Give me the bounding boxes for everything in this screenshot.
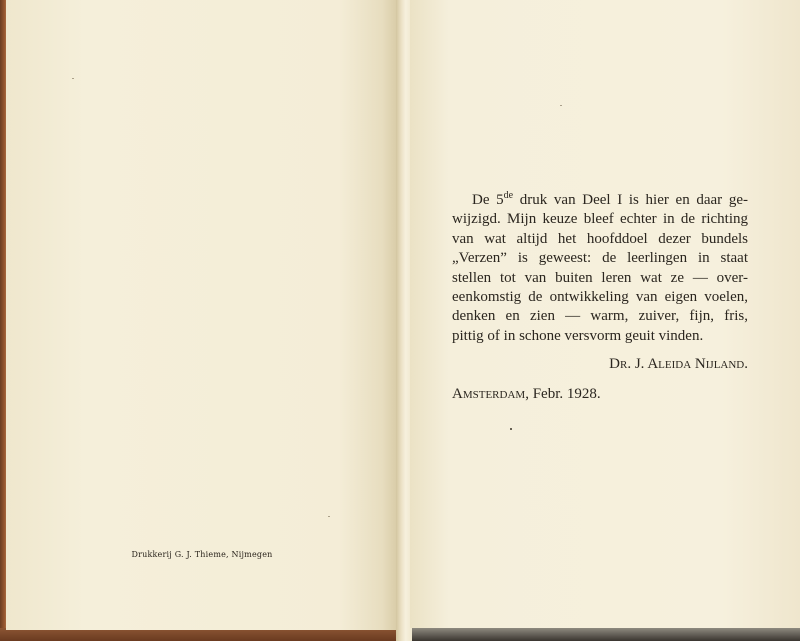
place-name: Amsterdam (452, 385, 526, 402)
paper-speck (72, 78, 74, 79)
paragraph-line: eenkomstig de ontwikkeling van eigen voelen, (452, 289, 748, 306)
paragraph-line: stellen tot van buiten leren wat ze — over- (452, 269, 748, 286)
ink-dot (510, 428, 512, 430)
paragraph-line: denken en zien — warm, zuiver, fijn, fris, (452, 308, 748, 325)
paper-speck (328, 516, 330, 517)
printer-imprint: Drukkerij G. J. Thieme, Nijmegen (131, 550, 273, 559)
place-date (452, 385, 748, 404)
paragraph-line: wijzigd. Mijn keuze bleef echter in de richting (452, 211, 748, 228)
paragraph-line: De 5de druk van Deel I is hier en daar ge- (472, 190, 748, 208)
paragraph-line: „Verzen” is geweest: de leerlingen in staat (452, 250, 748, 267)
preface-paragraph (452, 191, 748, 346)
left-page (6, 0, 398, 630)
paragraph-line: van wat altijd het hoofddoel dezer bundels (452, 230, 748, 247)
paragraph-line: pittig of in schone versvorm geuit vinden. (452, 327, 704, 344)
page-stack-edge (398, 628, 800, 641)
date-text: , Febr. 1928. (525, 385, 601, 402)
author-signature: Dr. J. Aleida Nijland. (609, 356, 748, 373)
preface-text (452, 191, 748, 404)
paper-speck (560, 105, 562, 106)
